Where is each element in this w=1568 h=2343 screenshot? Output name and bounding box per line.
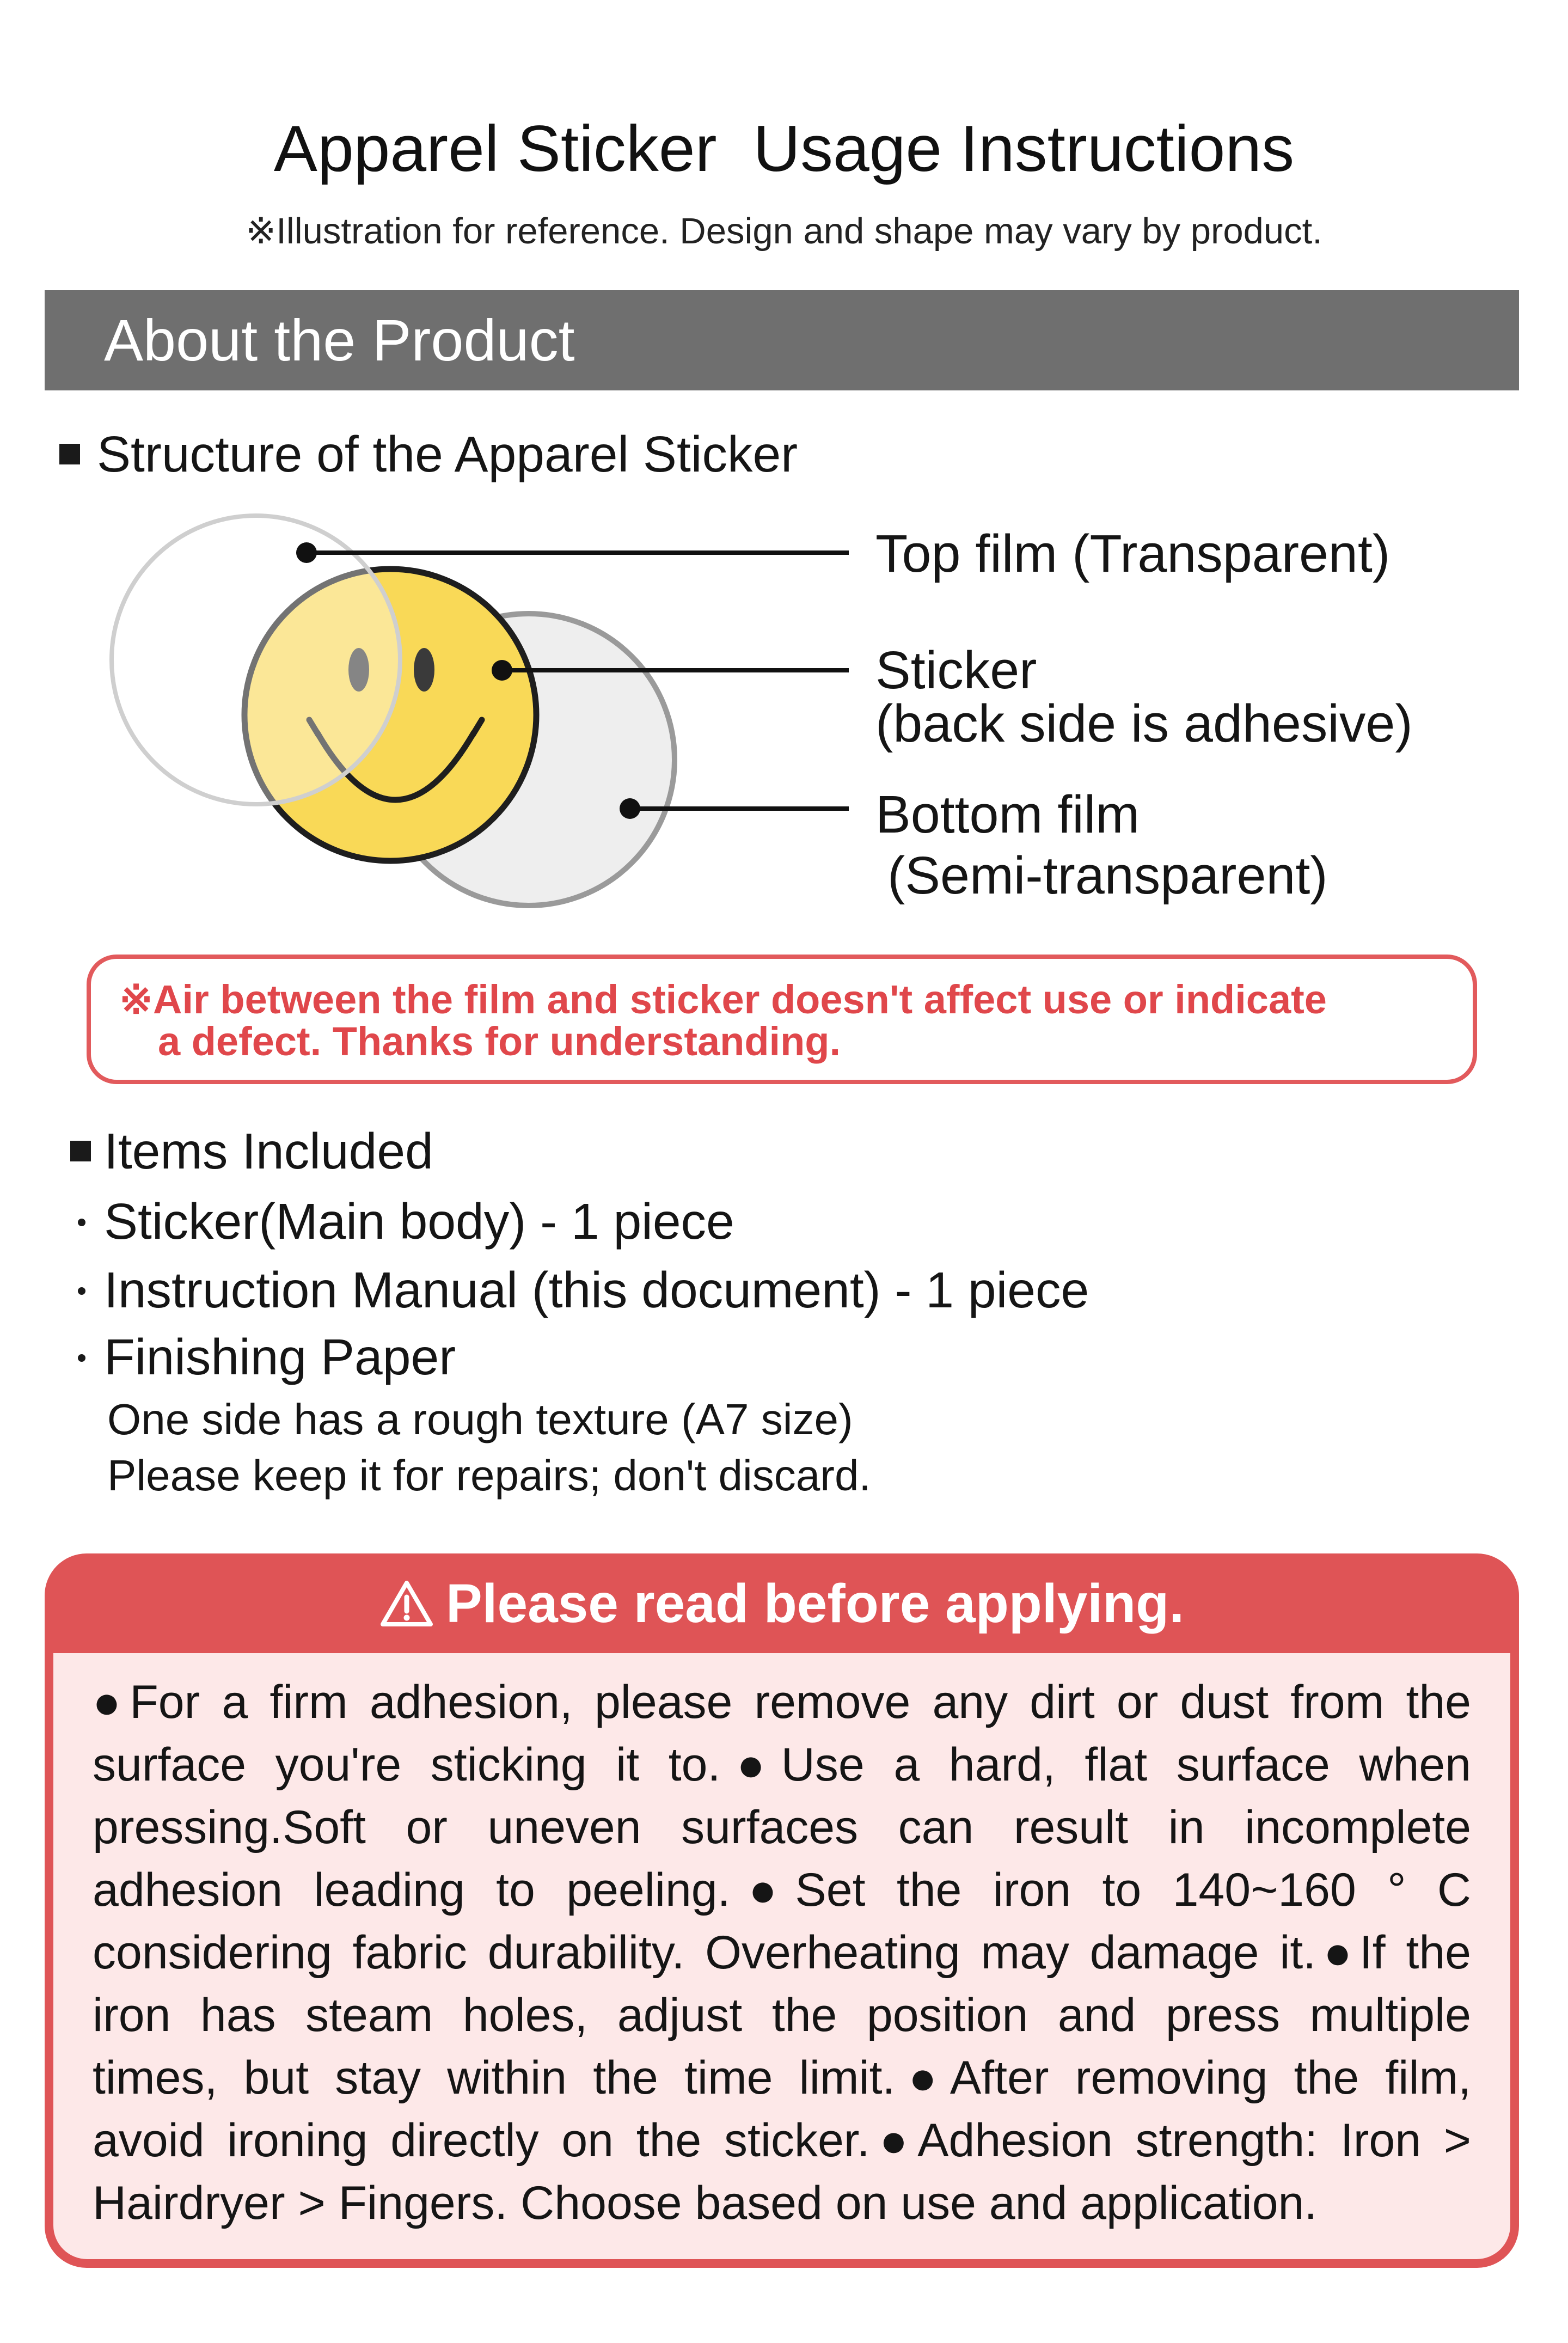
warning-line: Hairdryer > Fingers. Choose based on use and application. [93,2177,1318,2229]
square-bullet-icon [59,444,80,464]
page-subtitle: ※Illustration for reference. Design and shape may vary by product. [246,211,1322,252]
warning-line: surface you're sticking it to.●Use a hard, flat surface when [93,1739,1471,1791]
list-item-detail: Please keep it for repairs; don't discard. [107,1451,871,1500]
warning-line: avoid ironing directly on the sticker.●Adhesion strength: Iron > [93,2114,1471,2167]
warning-line: considering fabric durability. Overheating may damage it.●If the [93,1926,1471,1979]
bullet-dot-icon [78,1287,85,1295]
air-bubble-notice [87,955,1477,1084]
warning-panel [45,1553,1519,2268]
warning-line: pressing.Soft or uneven surfaces can result in incomplete [93,1801,1471,1853]
top-film-label: Top film (Transparent) [875,524,1391,583]
list-item: Sticker(Main body) - 1 piece [104,1193,734,1250]
warning-header [45,1553,1519,1653]
bottom-film-note-label: (Semi-transparent) [887,846,1328,905]
sticker-note-label: (back side is adhesive) [875,694,1413,753]
notice-line-2: a defect. Thanks for understanding. [158,1019,841,1064]
bullet-dot-icon [78,1354,85,1362]
sticker-leader-dot [492,660,512,681]
notice-line-1: ※Air between the film and sticker doesn't affect use or indicate [119,977,1327,1022]
list-item-detail: One side has a rough texture (A7 size) [107,1395,853,1443]
page-title: Apparel Sticker Usage Instructions [273,112,1295,185]
list-item: Finishing Paper [104,1329,456,1385]
structure-heading: Structure of the Apparel Sticker [97,426,798,482]
bottom-film-label: Bottom film [875,785,1140,844]
about-section-header [45,290,1519,390]
square-bullet-icon [70,1141,91,1161]
list-item: Instruction Manual (this document) - 1 piece [104,1262,1089,1318]
smiley-right-eye [414,648,434,692]
bottom-film-leader-dot [620,798,640,819]
bullet-dot-icon [78,1219,85,1226]
warning-title: Please read before applying. [445,1573,1185,1634]
top-film-leader-dot [296,542,317,563]
warning-line: times, but stay within the time limit.●After removing the film, [93,2052,1471,2104]
warning-line: ●For a firm adhesion, please remove any dirt or dust from the [93,1676,1471,1728]
warning-line: iron has steam holes, adjust the position and press multiple [93,1989,1471,2041]
warning-body [53,1653,1510,2259]
warning-line: adhesion leading to peeling.●Set the iron to 140~160 ° C [93,1864,1471,1916]
warning-triangle-icon [379,1579,434,1629]
items-heading: Items Included [104,1123,433,1179]
sticker-label: Sticker [875,640,1037,700]
top-film-circle [112,516,400,804]
about-section-title: About the Product [104,307,575,373]
